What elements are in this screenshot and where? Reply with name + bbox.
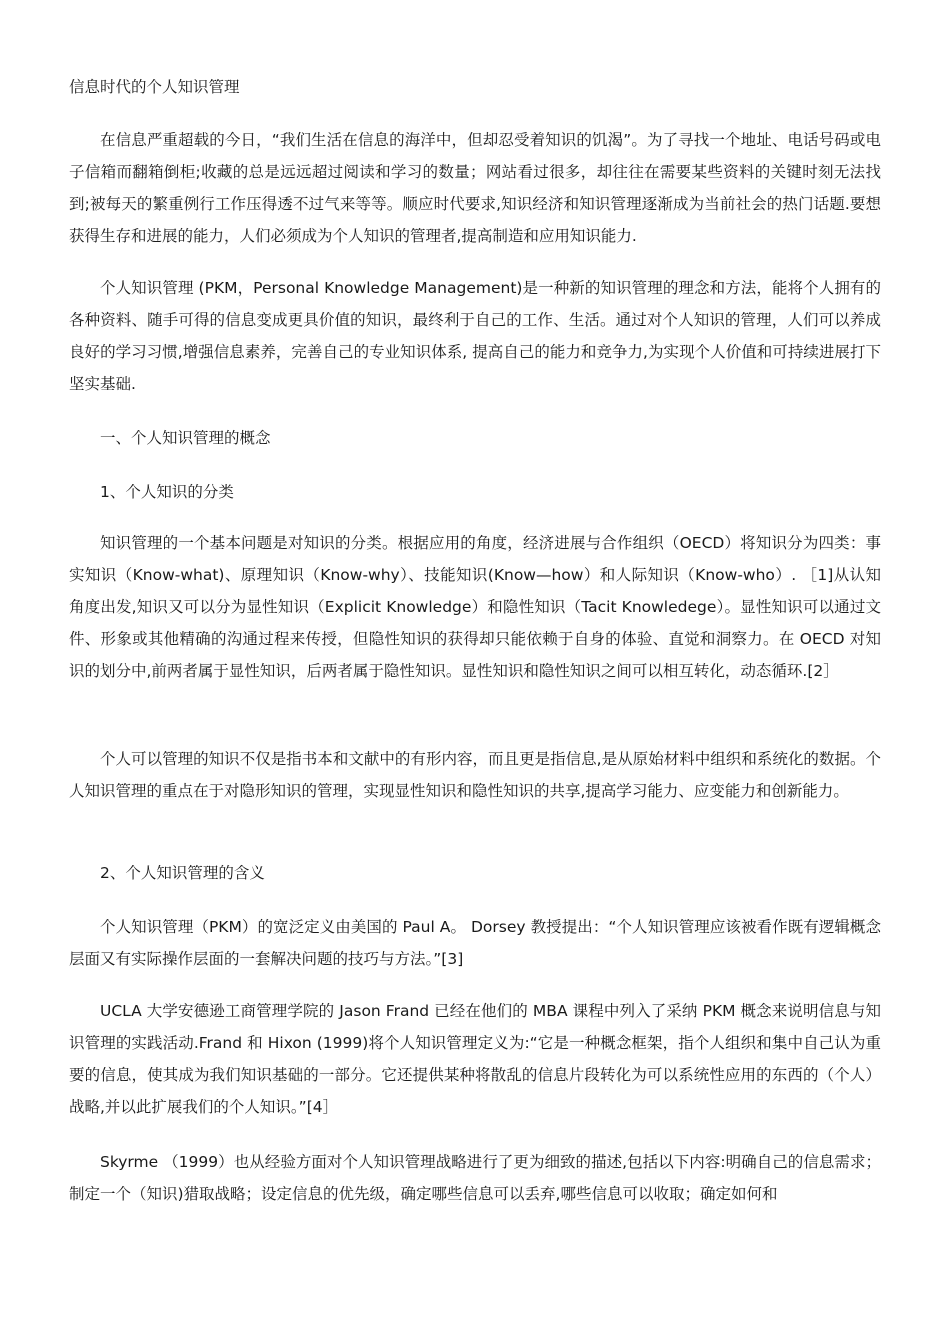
paragraph-skyrme: Skyrme （1999）也从经验方面对个人知识管理战略进行了更为细致的描述,包括以下内容:明确自己的信息需求；制定一个（知识)猎取战略；设定信息的优先级，确定哪些信息可以丢弃,哪些信息可以收取；确定如何和: [69, 1153, 881, 1203]
section-heading-classification: 1、个人知识的分类: [100, 483, 234, 501]
paragraph-manageable-knowledge: 个人可以管理的知识不仅是指书本和文献中的有形内容，而且更是指信息,是从原始材料中组织和系统化的数据。个人知识管理的重点在于对隐形知识的管理，实现显性知识和隐性知识的共享,提高学习能力、应变能力和创新能力。: [69, 750, 881, 800]
paragraph-knowledge-classification: 知识管理的一个基本问题是对知识的分类。根据应用的角度，经济进展与合作组织（OECD）将知识分为四类：事实知识（Know-what)、原理知识（Know-why）、技能知识(Know—how）和人际知识（Know-who）. ［1]从认知角度出发,知识又可以分为显性知识（Explicit Knowledge）和隐性知识（Tacit Knowledege）。显性知识可以通过文件、形象或其他精确的沟通过程来传授，但隐性知识的获得却只能依赖于自身的体验、直觉和洞察力。在 OECD 对知识的划分中,前两者属于显性知识，后两者属于隐性知识。显性知识和隐性知识之间可以相互转化，动态循环.[2］: [69, 534, 881, 680]
paragraph-pkm-definition: 个人知识管理 (PKM，Personal Knowledge Management)是一种新的知识管理的理念和方法，能将个人拥有的各种资料、随手可得的信息变成更具价值的知识，最终利于自己的工作、生活。通过对个人知识的管理，人们可以养成良好的学习习惯,增强信息素养，完善自己的专业知识体系, 提高自己的能力和竞争力,为实现个人价值和可持续进展打下坚实基础.: [69, 279, 881, 393]
section-heading-concept: 一、个人知识管理的概念: [100, 429, 271, 447]
paragraph-dorsey-definition: 个人知识管理（PKM）的宽泛定义由美国的 Paul A。 Dorsey 教授提出：“个人知识管理应该被看作既有逻辑概念层面又有实际操作层面的一套解决问题的技巧与方法。”[3]: [69, 918, 881, 968]
document-title: 信息时代的个人知识管理: [69, 78, 240, 96]
paragraph-ucla-frand: UCLA 大学安德逊工商管理学院的 Jason Frand 已经在他们的 MBA 课程中列入了采纳 PKM 概念来说明信息与知识管理的实践活动.Frand 和 Hixon (1999)将个人知识管理定义为:“它是一种概念框架，指个人组织和集中自己认为重要的信息，使其成为我们知识基础的一部分。它还提供某种将散乱的信息片段转化为可以系统性应用的东西的（个人）战略,并以此扩展我们的个人知识。”[4］: [69, 1002, 881, 1116]
paragraph-intro: 在信息严重超载的今日，“我们生活在信息的海洋中，但却忍受着知识的饥渴”。为了寻找一个地址、电话号码或电子信箱而翻箱倒柜;收藏的总是远远超过阅读和学习的数量；网站看过很多，却往往在需要某些资料的关键时刻无法找到;被每天的繁重例行工作压得透不过气来等等。顺应时代要求,知识经济和知识管理逐渐成为当前社会的热门话题.要想获得生存和进展的能力，人们必须成为个人知识的管理者,提高制造和应用知识能力.: [69, 131, 881, 245]
section-heading-meaning: 2、个人知识管理的含义: [100, 864, 265, 882]
